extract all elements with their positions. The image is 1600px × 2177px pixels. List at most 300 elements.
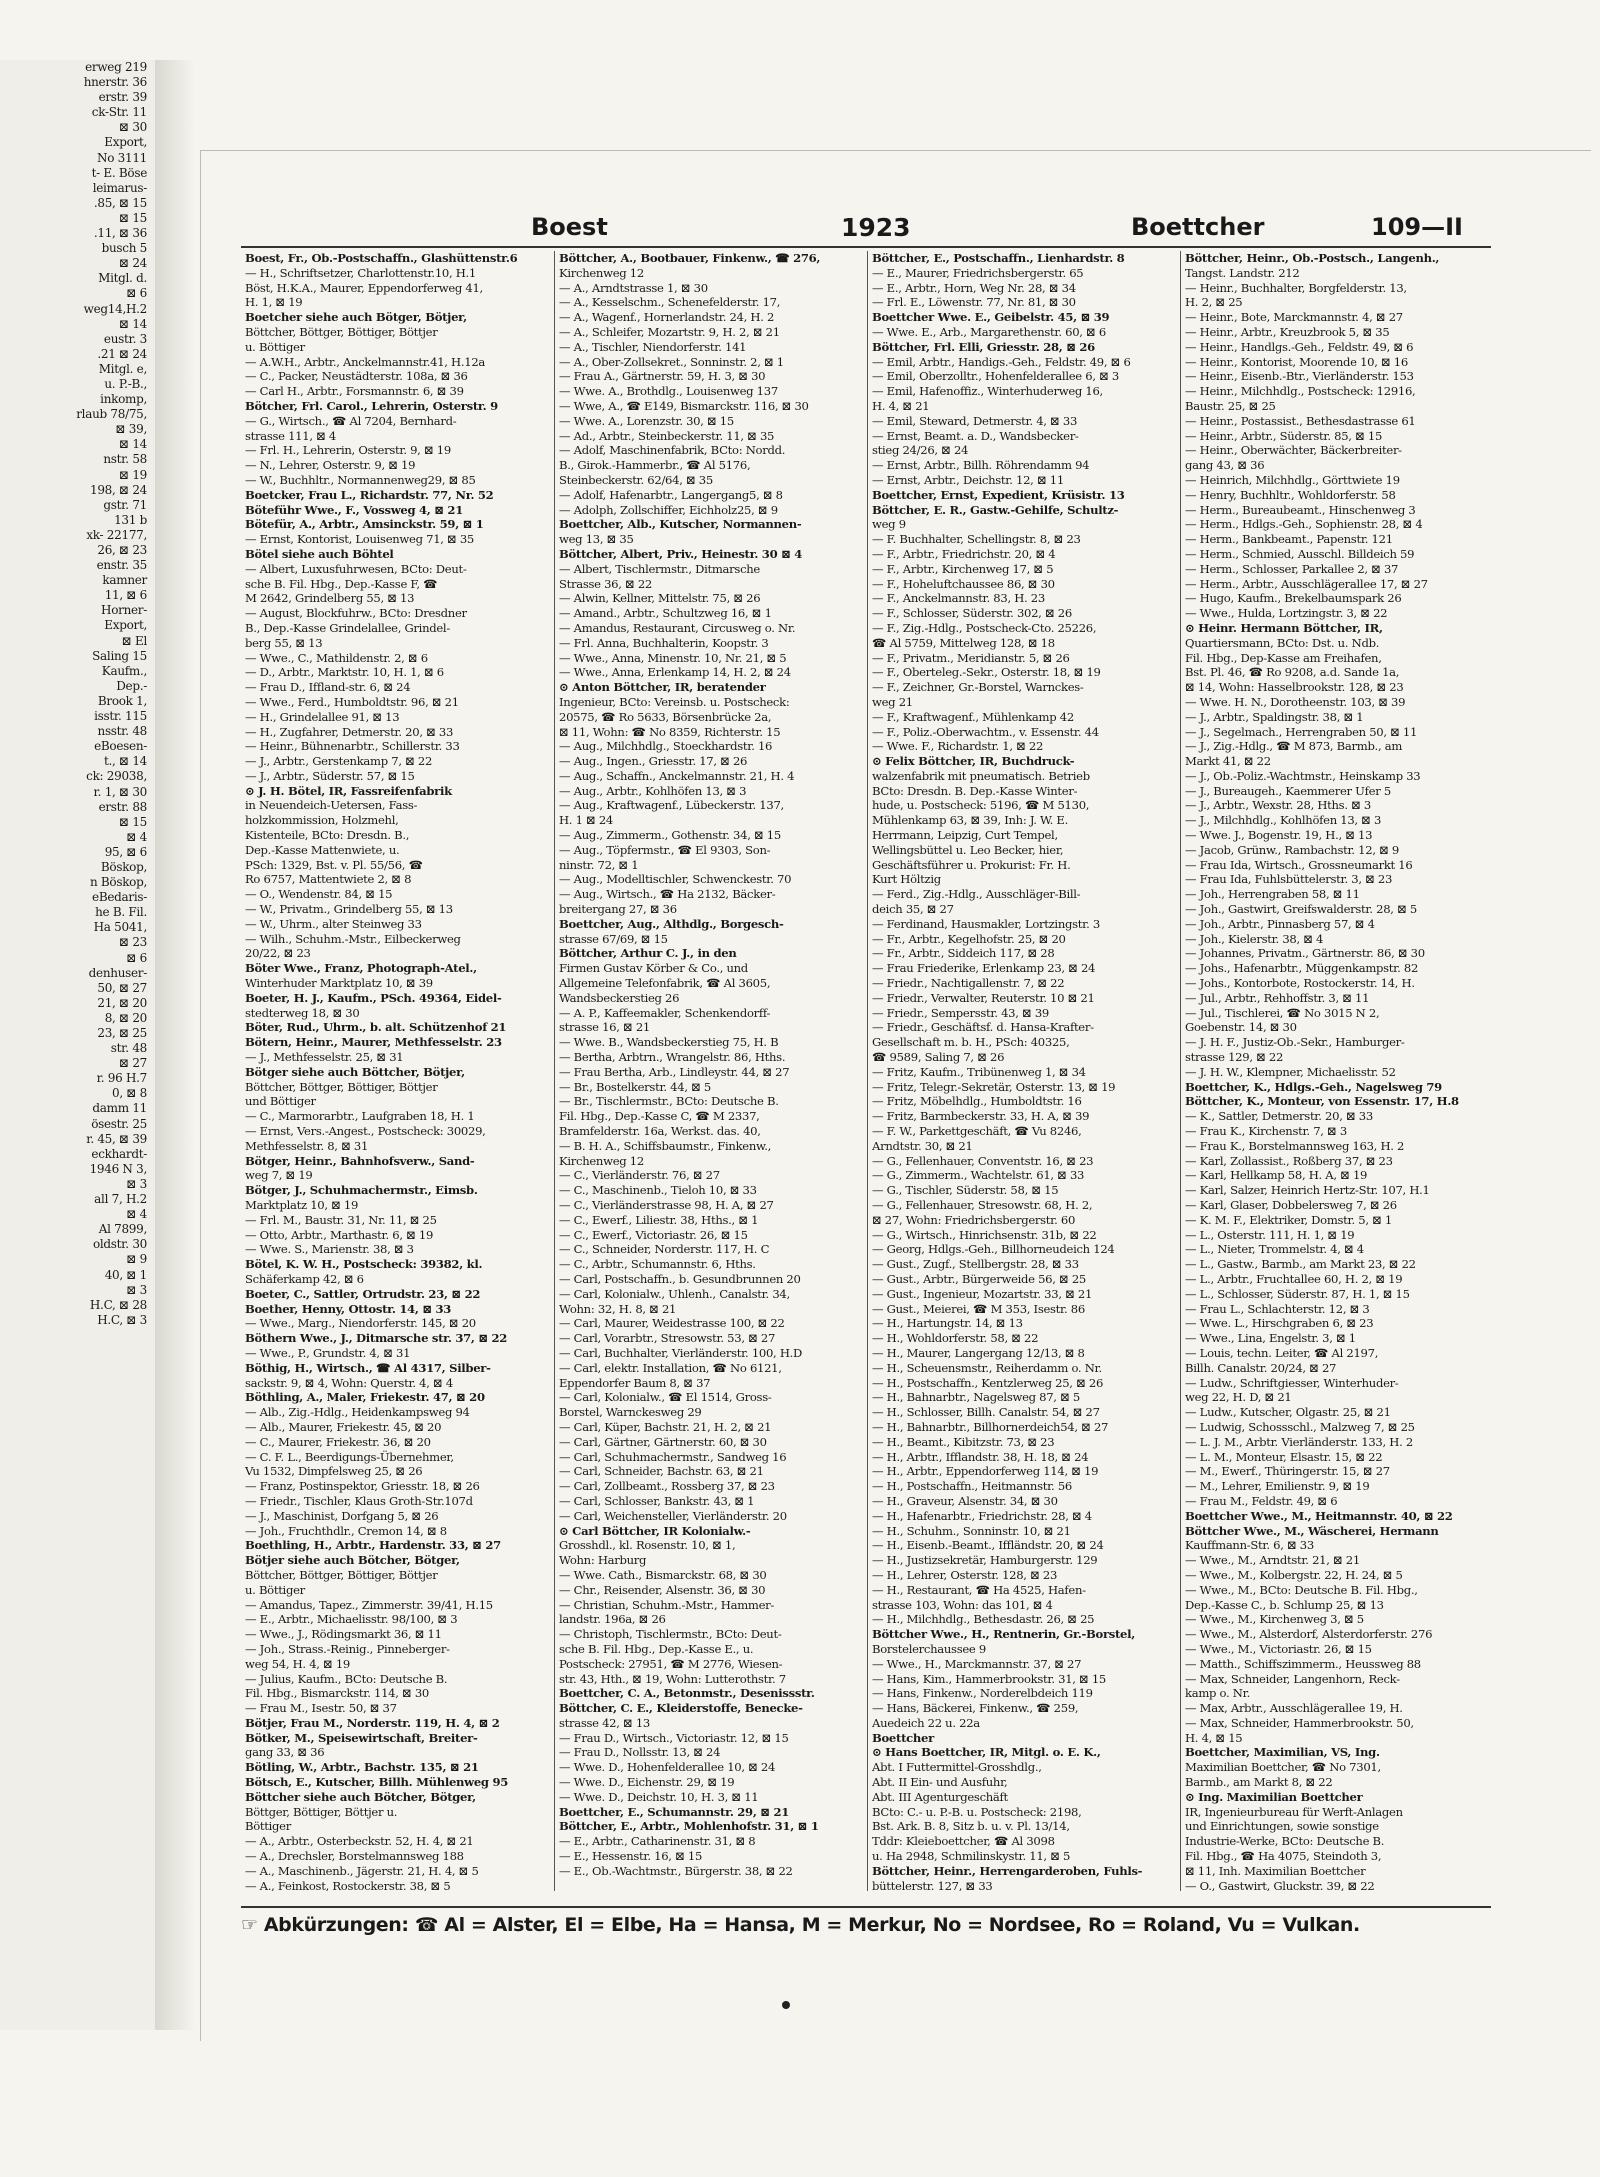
directory-entry-heading: Bötger siehe auch Böttcher, Bötjer, [245,1064,465,1079]
directory-entry-heading: Boettcher, Aug., Althdlg., Borgesch- [559,916,784,931]
directory-entry: — Bertha, Arbtrn., Wrangelstr. 86, Hths. [559,1050,786,1065]
directory-entry: — F., Poliz.-Oberwachtm., v. Essenstr. 44 [872,724,1099,739]
previous-page-line: Export, [104,618,147,633]
directory-entry: — Johs., Hafenarbtr., Müggenkampstr. 82 [1185,961,1419,976]
directory-entry-heading: Böter, Rud., Uhrm., b. alt. Schützenhof 21 [245,1020,507,1035]
directory-entry: — Friedr., Geschäftsf. d. Hansa-Krafter- [872,1020,1094,1035]
directory-entry: Goebenstr. 14, ⊠ 30 [1185,1020,1297,1035]
directory-entry: — Aug., Zimmerm., Gothenstr. 34, ⊠ 15 [559,828,781,843]
directory-entry: — F., Schlosser, Süderstr. 302, ⊠ 26 [872,606,1072,621]
directory-entry: — Ferdinand, Hausmakler, Lortzingstr. 3 [872,916,1100,931]
directory-entry: — G., Tischler, Süderstr. 58, ⊠ 15 [872,1183,1059,1198]
directory-entry: — Wwe. D., Hohenfelderallee 10, ⊠ 24 [559,1760,776,1775]
directory-entry: — Frau K., Kirchenstr. 7, ⊠ 3 [1185,1124,1347,1139]
directory-entry: strasse 42, ⊠ 13 [559,1715,650,1730]
directory-entry: Böttcher, Böttger, Böttiger, Böttjer [245,324,438,339]
directory-entry: — J., Arbtr., Wexstr. 28, Hths. ⊠ 3 [1185,798,1371,813]
directory-entry: — Henry, Buchhltr., Wohldorferstr. 58 [1185,487,1396,502]
directory-entry: ☎ Al 5759, Mittelweg 128, ⊠ 18 [872,635,1055,650]
directory-entry: — Frau K., Borstelmannsweg 163, H. 2 [1185,1138,1405,1153]
column-2 [554,251,860,1891]
previous-page-line: eckhardt- [91,1146,147,1161]
directory-entry: — Frau A., Gärtnerstr. 59, H. 3, ⊠ 30 [559,369,766,384]
directory-entry: — H., Justizsekretär, Hamburgerstr. 129 [872,1553,1098,1568]
directory-entry: in Neuendeich-Uetersen, Fass- [245,798,418,813]
directory-entry: sche B. Fil. Hbg., Dep.-Kasse E., u. [559,1641,754,1656]
previous-page-line: .85, ⊠ 15 [93,195,147,210]
directory-entry: — Joh., Arbtr., Pinnasberg 57, ⊠ 4 [1185,916,1375,931]
directory-entry: — Heinr., Bühnenarbtr., Schillerstr. 33 [245,739,460,754]
directory-entry: — Heinr., Bote, Marckmannstr. 4, ⊠ 27 [1185,310,1403,325]
directory-entry: — J., Ob.-Poliz.-Wachtmstr., Heinskamp 33 [1185,768,1421,783]
directory-entry: — Wwe., Lina, Engelstr. 3, ⊠ 1 [1185,1331,1356,1346]
directory-entry: strasse 67/69, ⊠ 15 [559,931,668,946]
previous-page-line: .21 ⊠ 24 [97,346,147,361]
previous-page-line: ⊠ 24 [119,256,147,271]
directory-entry: — Ferd., Zig.-Hdlg., Ausschläger-Bill- [872,887,1081,902]
directory-entry: Barmb., am Markt 8, ⊠ 22 [1185,1775,1333,1790]
directory-entry-heading: ⊙ Ing. Maximilian Boettcher [1185,1789,1363,1804]
directory-entry: — Alb., Zig.-Hdlg., Heidenkampsweg 94 [245,1405,470,1420]
directory-entry-heading: Bötsch, E., Kutscher, Billh. Mühlenweg 95 [245,1775,509,1790]
directory-entry: — Emil, Hafenoffiz., Winterhuderweg 16, [872,384,1103,399]
directory-entry: — Frau Bertha, Arb., Lindleystr. 44, ⊠ 27 [559,1064,790,1079]
directory-entry: IR, Ingenieurbureau für Werft-Anlagen [1185,1804,1403,1819]
directory-entry: — K., Sattler, Detmerstr. 20, ⊠ 33 [1185,1109,1373,1124]
column-4 [1180,251,1486,1891]
directory-entry: — Gust., Zugf., Stellbergstr. 28, ⊠ 33 [872,1257,1079,1272]
directory-entry: — Carl, Küper, Bachstr. 21, H. 2, ⊠ 21 [559,1419,772,1434]
directory-entry: — Herm., Bureaubeamt., Hinschenweg 3 [1185,502,1416,517]
directory-entry: — Carl, Kolonialw., ☎ El 1514, Gross- [559,1390,772,1405]
directory-entry: Maximilian Boettcher, ☎ No 7301, [1185,1760,1381,1775]
directory-entry: ⊠ 27, Wohn: Friedrichsbergerstr. 60 [872,1212,1076,1227]
directory-entry: — Frau Ida, Wirtsch., Grossneumarkt 16 [1185,857,1413,872]
directory-entry: B., Girok.-Hammerbr., ☎ Al 5176, [559,458,751,473]
directory-entry: Schäferkamp 42, ⊠ 6 [245,1271,364,1286]
directory-entry: — N., Lehrer, Osterstr. 9, ⊠ 19 [245,458,416,473]
directory-entry-heading: ⊙ Anton Böttcher, IR, beratender [559,680,766,695]
directory-entry: — Heinr., Milchhdlg., Postscheck: 12916, [1185,384,1416,399]
previous-page-line: ⊠ 23 [119,935,147,950]
directory-entry: — Frl. M., Baustr. 31, Nr. 11, ⊠ 25 [245,1212,437,1227]
directory-entry: — L. M., Monteur, Elsastr. 15, ⊠ 22 [1185,1449,1383,1464]
directory-entry: — Max, Schneider, Langenhorn, Reck- [1185,1671,1400,1686]
directory-entry: BCto: C.- u. P.-B. u. Postscheck: 2198, [872,1804,1082,1819]
directory-entry: — Jul., Arbtr., Rehhoffstr. 3, ⊠ 11 [1185,990,1370,1005]
directory-entry: Tangst. Landstr. 212 [1185,265,1300,280]
directory-entry: sche B. Fil. Hbg., Dep.-Kasse F, ☎ [245,576,438,591]
directory-entry: — A., Schleifer, Mozartstr. 9, H. 2, ⊠ 21 [559,324,780,339]
directory-entry: H. 1, ⊠ 19 [245,295,303,310]
previous-page-line: Al 7899, [98,1222,147,1237]
directory-entry: — Albert, Luxusfuhrwesen, BCto: Deut- [245,561,467,576]
directory-entry: — J., Methfesselstr. 25, ⊠ 31 [245,1050,404,1065]
directory-entry: Strasse 36, ⊠ 22 [559,576,652,591]
directory-entry: Grosshdl., kl. Rosenstr. 10, ⊠ 1, [559,1538,736,1553]
directory-entry-heading: Boettcher, K., Hdlgs.-Geh., Nagelsweg 79 [1185,1079,1442,1094]
directory-entry: gang 43, ⊠ 36 [1185,458,1265,473]
directory-entry-heading: Böteführ Wwe., F., Vossweg 4, ⊠ 21 [245,502,463,517]
directory-entry: Allgemeine Telefonfabrik, ☎ Al 3605, [559,976,771,991]
directory-entry: stedterweg 18, ⊠ 30 [245,1005,360,1020]
directory-entry: — H., Postschaffn., Kentzlerweg 25, ⊠ 26 [872,1375,1104,1390]
previous-page-line: isstr. 115 [94,709,147,724]
previous-page-line: leimarus- [92,180,147,195]
directory-entry-heading: Böttcher, C. E., Kleiderstoffe, Benecke- [559,1701,803,1716]
directory-entry: — W., Uhrm., alter Steinweg 33 [245,916,422,931]
directory-entry: — Johs., Kontorbote, Rostockerstr. 14, H. [1185,976,1415,991]
directory-entry: — E., Maurer, Friedrichsbergerstr. 65 [872,265,1084,280]
directory-sheet [200,150,1591,2041]
directory-entry: — Wwe. F., Richardstr. 1, ⊠ 22 [872,739,1044,754]
directory-entry: — Wwe. B., Wandsbeckerstieg 75, H. B [559,1035,779,1050]
previous-page-line: ⊠ 9 [126,1252,147,1267]
header-year: 1923 [841,213,911,242]
directory-entry: — Wwe., Anna, Minenstr. 10, Nr. 21, ⊠ 5 [559,650,787,665]
directory-entry: — Otto, Arbtr., Marthastr. 6, ⊠ 19 [245,1227,434,1242]
directory-entry: Abt. I Futtermittel-Grosshdlg., [872,1760,1042,1775]
directory-entry-heading: Böttcher, E. R., Gastw.-Gehilfe, Schultz- [872,502,1119,517]
previous-page-line: all 7, H.2 [94,1192,147,1207]
directory-entry: — A., Ober-Zollsekret., Sonninstr. 2, ⊠ 1 [559,354,784,369]
directory-entry: — G., Fellenhauer, Stresowstr. 68, H. 2, [872,1198,1093,1212]
directory-entry: — Wilh., Schuhm.-Mstr., Eilbeckerweg [245,931,461,946]
directory-entry: — Wwe., H., Marckmannstr. 37, ⊠ 27 [872,1656,1082,1671]
directory-entry: — Fritz, Kaufm., Tribünenweg 1, ⊠ 34 [872,1064,1086,1079]
directory-entry-heading: Boettcher, E., Schumannstr. 29, ⊠ 21 [559,1804,789,1819]
previous-page-line: Ha 5041, [93,920,147,935]
previous-page-line: 11, ⊠ 6 [104,588,147,603]
directory-entry: — Wwe., M., Victoriastr. 26, ⊠ 15 [1185,1641,1372,1656]
directory-entry: Eppendorfer Baum 8, ⊠ 37 [559,1375,711,1390]
directory-entry-heading: ⊙ Heinr. Hermann Böttcher, IR, [1185,620,1383,635]
previous-page-line: ck: 29038, [86,769,147,784]
directory-entry: walzenfabrik mit pneumatisch. Betrieb [872,768,1090,783]
directory-entry: Borstel, Warnckesweg 29 [559,1405,702,1420]
directory-entry: — C., Maschinenb., Tieloh 10, ⊠ 33 [559,1183,757,1198]
previous-page-line: ⊠ 3 [126,1176,147,1191]
directory-entry: — Wwe., M., Arndtstr. 21, ⊠ 21 [1185,1553,1360,1568]
previous-page-line: hnerstr. 36 [83,75,147,90]
directory-entry: — Carl, Schuhmachermstr., Sandweg 16 [559,1449,787,1464]
directory-entry: — Emil, Steward, Detmerstr. 4, ⊠ 33 [872,413,1078,428]
book-gutter [155,60,195,2030]
directory-entry: Firmen Gustav Körber & Co., und [559,961,748,976]
directory-entry: — L., Nieter, Trommelstr. 4, ⊠ 4 [1185,1242,1364,1257]
previous-page-line: ⊠ El [121,633,147,648]
directory-entry: und Einrichtungen, sowie sonstige [1185,1819,1379,1834]
directory-entry: — F. Buchhalter, Schellingstr. 8, ⊠ 23 [872,532,1081,547]
directory-entry: — Adolf, Hafenarbtr., Langergang5, ⊠ 8 [559,487,783,502]
directory-entry: strasse 111, ⊠ 4 [245,428,336,443]
directory-entry: Tddr: Kleieboettcher, ☎ Al 3098 [872,1834,1055,1849]
directory-columns [241,251,1491,1891]
directory-entry: Postscheck: 27951, ☎ M 2776, Wiesen- [559,1656,783,1671]
directory-entry: — Alb., Maurer, Friekestr. 45, ⊠ 20 [245,1419,442,1434]
directory-entry: — Heinr., Handlgs.-Geh., Feldstr. 49, ⊠ 6 [1185,339,1414,354]
directory-entry: — L. J. M., Arbtr. Vierländerstr. 133, H. 2 [1185,1434,1413,1449]
directory-entry: — F., Privatm., Meridianstr. 5, ⊠ 26 [872,650,1070,665]
previous-page-line: busch 5 [101,241,147,256]
directory-entry: — Frl. H., Lehrerin, Osterstr. 9, ⊠ 19 [245,443,451,458]
previous-page-line: gstr. 71 [103,497,147,512]
directory-entry: — Adolf, Maschinenfabrik, BCto: Nordd. [559,443,786,458]
previous-page-line: n Böskop, [89,875,147,890]
directory-entry: — F., Zig.-Hdlg., Postscheck-Cto. 25226, [872,620,1097,635]
directory-entry: — H., Scheuensmstr., Reiherdamm o. Nr. [872,1360,1102,1375]
directory-entry-heading: Boettcher, C. A., Betonmstr., Desenissstr. [559,1686,815,1701]
directory-entry: Baustr. 25, ⊠ 25 [1185,398,1276,413]
previous-page-line: erweg 219 [85,60,147,74]
directory-entry: — Ludw., Schriftgiesser, Winterhuder- [1185,1375,1399,1390]
directory-entry-heading: Böthling, A., Maler, Friekestr. 47, ⊠ 20 [245,1390,485,1405]
directory-entry-heading: Boetcher siehe auch Bötger, Bötjer, [245,310,467,325]
directory-entry-heading: Boettcher Wwe. E., Geibelstr. 45, ⊠ 39 [872,310,1110,325]
previous-page-line: ⊠ 4 [126,1207,147,1222]
directory-entry-heading: Böttcher, K., Monteur, von Essenstr. 17, H.8 [1185,1094,1459,1109]
directory-entry: — L., Gastw., Barmb., am Markt 23, ⊠ 22 [1185,1257,1416,1272]
directory-entry: — Aug., Arbtr., Kohlhöfen 13, ⊠ 3 [559,783,747,798]
directory-entry-heading: Bötling, W., Arbtr., Bachstr. 135, ⊠ 21 [245,1760,479,1775]
directory-entry: ⊠ 11, Wohn: ☎ No 8359, Richterstr. 15 [559,724,781,739]
directory-entry: — J., Milchhdlg., Kohlhöfen 13, ⊠ 3 [1185,813,1382,828]
previous-page-line: 23, ⊠ 25 [97,1026,147,1040]
directory-entry: PSch: 1329, Bst. v. Pl. 55/56, ☎ [245,857,423,872]
directory-entry: — Frau D., Nollsstr. 13, ⊠ 24 [559,1745,721,1760]
directory-entry: Kistenteile, BCto: Dresdn. B., [245,828,410,843]
directory-entry: breitergang 27, ⊠ 36 [559,902,677,917]
directory-entry: — C., Arbtr., Schumannstr. 6, Hths. [559,1257,756,1272]
directory-entry: — Br., Bostelkerstr. 44, ⊠ 5 [559,1079,711,1094]
previous-page-line: Horner- [101,603,147,618]
directory-entry-heading: Böttcher, E., Postschaffn., Lienhardstr. 8 [872,251,1125,265]
previous-page-line: 198, ⊠ 24 [90,482,147,497]
previous-page-line: 0, ⊠ 8 [112,1086,147,1101]
directory-entry: — A.W.H., Arbtr., Anckelmannstr.41, H.12a [245,354,486,369]
directory-entry: Wohn: Harburg [559,1553,647,1568]
directory-entry: — Karl, Glaser, Dobbelersweg 7, ⊠ 26 [1185,1198,1397,1212]
directory-entry-heading: Böter Wwe., Franz, Photograph-Atel., [245,961,477,976]
directory-entry: — A., Drechsler, Borstelmannsweg 188 [245,1849,464,1864]
directory-entry-heading: Bötcher, Frl. Carol., Lehrerin, Osterstr. 9 [245,398,498,413]
previous-page-line: 21, ⊠ 20 [97,995,147,1010]
directory-entry: — Emil, Arbtr., Handigs.-Geh., Feldstr. 49, ⊠ 6 [872,354,1131,369]
directory-entry: — H., Schriftsetzer, Charlottenstr.10, H.1 [245,265,477,280]
directory-entry: Arndtstr. 30, ⊠ 21 [872,1138,973,1153]
directory-entry: — Matth., Schiffszimmerm., Heussweg 88 [1185,1656,1421,1671]
directory-entry: — K. M. F., Elektriker, Domstr. 5, ⊠ 1 [1185,1212,1392,1227]
directory-entry: ⊠ 14, Wohn: Hasselbrookstr. 128, ⊠ 23 [1185,680,1404,695]
directory-entry: — F. W., Parkettgeschäft, ☎ Vu 8246, [872,1124,1082,1139]
header-last-entry: Boettcher [1131,213,1265,241]
directory-entry: — A., Arbtr., Osterbeckstr. 52, H. 4, ⊠ 21 [245,1834,474,1849]
directory-entry: — Wwe., J., Rödingsmarkt 36, ⊠ 11 [245,1627,442,1642]
directory-entry: — H., Restaurant, ☎ Ha 4525, Hafen- [872,1582,1086,1597]
previous-page-line: ⊠ 15 [119,814,147,829]
directory-entry: — Herm., Schmied, Ausschl. Billdeich 59 [1185,546,1415,561]
previous-page-line: ösestr. 25 [91,1116,147,1131]
previous-page-line: 50, ⊠ 27 [97,980,147,995]
directory-entry: — C., Ewerf., Liliestr. 38, Hths., ⊠ 1 [559,1212,759,1227]
directory-entry: — Aug., Wirtsch., ☎ Ha 2132, Bäcker- [559,887,776,902]
directory-entry: — Amand., Arbtr., Schultzweg 16, ⊠ 1 [559,606,772,621]
directory-entry-heading: Böttcher, Frl. Elli, Griesstr. 28, ⊠ 26 [872,339,1095,354]
directory-entry: — Max, Schneider, Hammerbrookstr. 50, [1185,1715,1414,1730]
previous-page-line: erstr. 88 [98,799,147,814]
directory-entry: u. Böttiger [245,1582,305,1597]
directory-entry: — Br., Tischlermstr., BCto: Deutsche B. [559,1094,779,1109]
directory-entry: — Gust., Meierei, ☎ M 353, Isestr. 86 [872,1301,1085,1316]
directory-entry: — A., Tischler, Niendorferstr. 141 [559,339,747,354]
directory-entry: Kauffmann-Str. 6, ⊠ 33 [1185,1538,1314,1553]
directory-entry: — W., Buchhltr., Normannenweg29, ⊠ 85 [245,472,476,487]
directory-entry: — Wwe. A., Lorenzstr. 30, ⊠ 15 [559,413,734,428]
previous-page-line: ⊠ 39, [115,422,147,437]
directory-entry: — C. F. L., Beerdigungs-Übernehmer, [245,1449,454,1464]
previous-page-line: rlaub 78/75, [76,407,147,422]
directory-entry: — F., Anckelmannstr. 83, H. 23 [872,591,1045,606]
previous-page-line: kamner [102,573,147,588]
directory-entry: — Karl, Hellkamp 58, H. A, ⊠ 19 [1185,1168,1368,1183]
directory-entry: — Georg, Hdlgs.-Geh., Billhorneudeich 124 [872,1242,1115,1257]
directory-entry: — Frau M., Isestr. 50, ⊠ 37 [245,1701,397,1716]
directory-entry: — Amandus, Restaurant, Circusweg o. Nr. [559,620,796,635]
previous-page-line: str. 48 [110,1041,147,1056]
directory-entry: — A. P., Kaffeemakler, Schenkendorff- [559,1005,771,1020]
directory-entry: Billh. Canalstr. 20/24, ⊠ 27 [1185,1360,1337,1375]
directory-entry: Böttcher, Böttger, Böttiger, Böttjer [245,1079,438,1094]
directory-entry: — August, Blockfuhrw., BCto: Dresdner [245,606,467,621]
running-header [201,151,1591,251]
directory-entry: Wohn: 32, H. 8, ⊠ 21 [559,1301,677,1316]
previous-page-line: he B. Fil. [95,905,147,920]
directory-entry: — Karl, Salzer, Heinrich Hertz-Str. 107, H.1 [1185,1183,1430,1198]
directory-entry: — Carl, Maurer, Weidestrasse 100, ⊠ 22 [559,1316,785,1331]
directory-entry: Abt. II Ein- und Ausfuhr, [872,1775,1008,1790]
directory-entry: — J., Arbtr., Gerstenkamp 7, ⊠ 22 [245,754,433,769]
column-3 [867,251,1173,1891]
directory-entry: — J., Zig.-Hdlg., ☎ M 873, Barmb., am [1185,739,1403,754]
directory-entry: — Fritz, Barmbeckerstr. 33, H. A, ⊠ 39 [872,1109,1090,1124]
directory-entry: — Johannes, Privatm., Gärtnerstr. 86, ⊠ 30 [1185,946,1425,961]
directory-entry: holzkommission, Holzmehl, [245,813,399,828]
directory-entry: — Aug., Milchhdlg., Stoeckhardstr. 16 [559,739,773,754]
directory-entry: — E., Arbtr., Horn, Weg Nr. 28, ⊠ 34 [872,280,1076,295]
directory-entry: weg 9 [872,517,906,532]
directory-entry: — Wwe., C., Mathildenstr. 2, ⊠ 6 [245,650,428,665]
directory-entry: — G., Wirtsch., ☎ Al 7204, Bernhard- [245,413,457,428]
directory-entry: — F., Kraftwagenf., Mühlenkamp 42 [872,709,1074,724]
directory-entry: — H., Arbtr., Eppendorferweg 114, ⊠ 19 [872,1464,1099,1479]
previous-page-line: t- E. Böse [91,165,147,180]
directory-entry: — Amandus, Tapez., Zimmerstr. 39/41, H.15 [245,1597,493,1612]
directory-entry-heading: Böthig, H., Wirtsch., ☎ Al 4317, Silber- [245,1360,491,1375]
page-mark [782,2001,790,2009]
directory-entry: stieg 24/26, ⊠ 24 [872,443,969,458]
header-first-entry: Boest [531,213,608,241]
directory-entry: — Frau Friederike, Erlenkamp 23, ⊠ 24 [872,961,1096,976]
directory-entry: Industrie-Werke, BCto: Deutsche B. [1185,1834,1385,1849]
directory-entry: — Frau M., Feldstr. 49, ⊠ 6 [1185,1493,1338,1508]
previous-page-line: 95, ⊠ 6 [104,844,147,859]
directory-entry: — Wwe. S., Marienstr. 38, ⊠ 3 [245,1242,414,1257]
previous-page-line: eustr. 3 [103,331,147,346]
directory-entry-heading: ⊙ Hans Boettcher, IR, Mitgl. o. E. K., [872,1745,1101,1760]
directory-entry: — E., Arbtr., Michaelisstr. 98/100, ⊠ 3 [245,1612,458,1627]
directory-entry: — Fr., Arbtr., Kegelhofstr. 25, ⊠ 20 [872,931,1066,946]
directory-entry: — Friedr., Sempersstr. 43, ⊠ 39 [872,1005,1049,1020]
directory-entry: — H., Postschaffn., Heitmannstr. 56 [872,1479,1072,1494]
directory-entry: weg 54, H. 4, ⊠ 19 [245,1656,350,1671]
directory-entry: B., Dep.-Kasse Grindelallee, Grindel- [245,620,450,635]
directory-entry: u. Böttiger [245,339,305,354]
directory-entry: — Friedr., Verwalter, Reuterstr. 10 ⊠ 21 [872,990,1095,1005]
directory-entry: — Gust., Ingenieur, Mozartstr. 33, ⊠ 21 [872,1286,1093,1301]
directory-entry: weg 22, H. D, ⊠ 21 [1185,1390,1292,1405]
directory-entry: — H., Lehrer, Osterstr. 128, ⊠ 23 [872,1567,1058,1582]
directory-entry-heading: Böttcher Wwe., M., Wäscherei, Hermann [1185,1523,1439,1538]
directory-entry: — Carl, Schneider, Bachstr. 63, ⊠ 21 [559,1464,764,1479]
directory-entry-heading: ⊙ J. H. Bötel, IR, Fassreifenfabrik [245,783,452,798]
directory-entry: — Karl, Zollassist., Roßberg 37, ⊠ 23 [1185,1153,1393,1168]
directory-entry-heading: Boettcher, Alb., Kutscher, Normannen- [559,517,802,532]
directory-entry-heading: Böttcher, E., Arbtr., Mohlenhofstr. 31, ⊠ 1 [559,1819,819,1834]
directory-entry-heading: Böttcher, Heinr., Ob.-Postsch., Langenh., [1185,251,1440,265]
previous-page-line: ⊠ 15 [119,210,147,225]
directory-entry: Ro 6757, Mattentwiete 2, ⊠ 8 [245,872,412,887]
directory-entry: — Wwe., P., Grundstr. 4, ⊠ 31 [245,1345,411,1360]
directory-entry: — C., Vierländerstrasse 98, H. A, ⊠ 27 [559,1198,774,1212]
previous-page-line: ⊠ 4 [126,829,147,844]
directory-entry: — F., Zeichner, Gr.-Borstel, Warnckes- [872,680,1084,695]
directory-entry: sackstr. 9, ⊠ 4, Wohn: Querstr. 4, ⊠ 4 [245,1375,453,1390]
directory-entry: — Carl, Buchhalter, Vierländerstr. 100, H.D [559,1345,803,1360]
directory-entry: und Böttiger [245,1094,316,1109]
directory-entry: — H., Arbtr., Ifflandstr. 38, H. 18, ⊠ 24 [872,1449,1089,1464]
directory-entry-heading: Boettcher [872,1730,934,1745]
directory-entry: — H., Bahnarbtr., Nagelsweg 87, ⊠ 5 [872,1390,1080,1405]
directory-entry: — C., Schneider, Norderstr. 117, H. C [559,1242,770,1257]
directory-entry: — J., Bureaugeh., Kaemmerer Ufer 5 [1185,783,1391,798]
directory-entry: — Aug., Schaffn., Anckelmannstr. 21, H. 4 [559,768,795,783]
previous-page-line: denhuser- [88,965,147,980]
directory-entry: Steinbeckerstr. 62/64, ⊠ 35 [559,472,713,487]
directory-entry: — Max, Arbtr., Ausschlägerallee 19, H. [1185,1701,1403,1716]
directory-entry: Vu 1532, Dimpfelsweg 25, ⊠ 26 [245,1464,423,1479]
previous-page-line: u. P.-B., [104,376,147,391]
directory-entry: — Emil, Oberzolltr., Hohenfelderallee 6, ⊠ 3 [872,369,1119,384]
directory-entry: — Carl, Kolonialw., Uhlenh., Canalstr. 34, [559,1286,790,1301]
directory-entry: — Franz, Postinspektor, Griesstr. 18, ⊠ 26 [245,1479,480,1494]
directory-entry: — W., Privatm., Grindelberg 55, ⊠ 13 [245,902,453,917]
directory-entry: Borstelerchaussee 9 [872,1641,986,1656]
previous-page-line: 1946 N 3, [89,1161,147,1176]
previous-page-line: nsstr. 48 [97,724,147,739]
directory-entry: — Alwin, Kellner, Mittelstr. 75, ⊠ 26 [559,591,761,606]
directory-entry-heading: Böttcher siehe auch Bötcher, Bötger, [245,1789,476,1804]
directory-entry: — H., Hafenarbtr., Friedrichstr. 28, ⊠ 4 [872,1508,1092,1523]
directory-entry: Kirchenweg 12 [559,1153,644,1168]
directory-entry: Dep.-Kasse C., b. Schlump 25, ⊠ 13 [1185,1597,1384,1612]
directory-entry: — Wwe., Ferd., Humboldtstr. 96, ⊠ 21 [245,694,459,709]
previous-page-line: Brook 1, [97,693,147,708]
directory-entry-heading: Bötel, K. W. H., Postscheck: 39382, kl. [245,1257,483,1272]
directory-entry: — Louis, techn. Leiter, ☎ Al 2197, [1185,1345,1379,1360]
directory-entry: — Frau D., Wirtsch., Victoriastr. 12, ⊠ 15 [559,1730,789,1745]
directory-entry: — Heinrich, Milchhdlg., Görttwiete 19 [1185,472,1400,487]
directory-entry: — Ludwig, Schossschl., Malzweg 7, ⊠ 25 [1185,1419,1415,1434]
